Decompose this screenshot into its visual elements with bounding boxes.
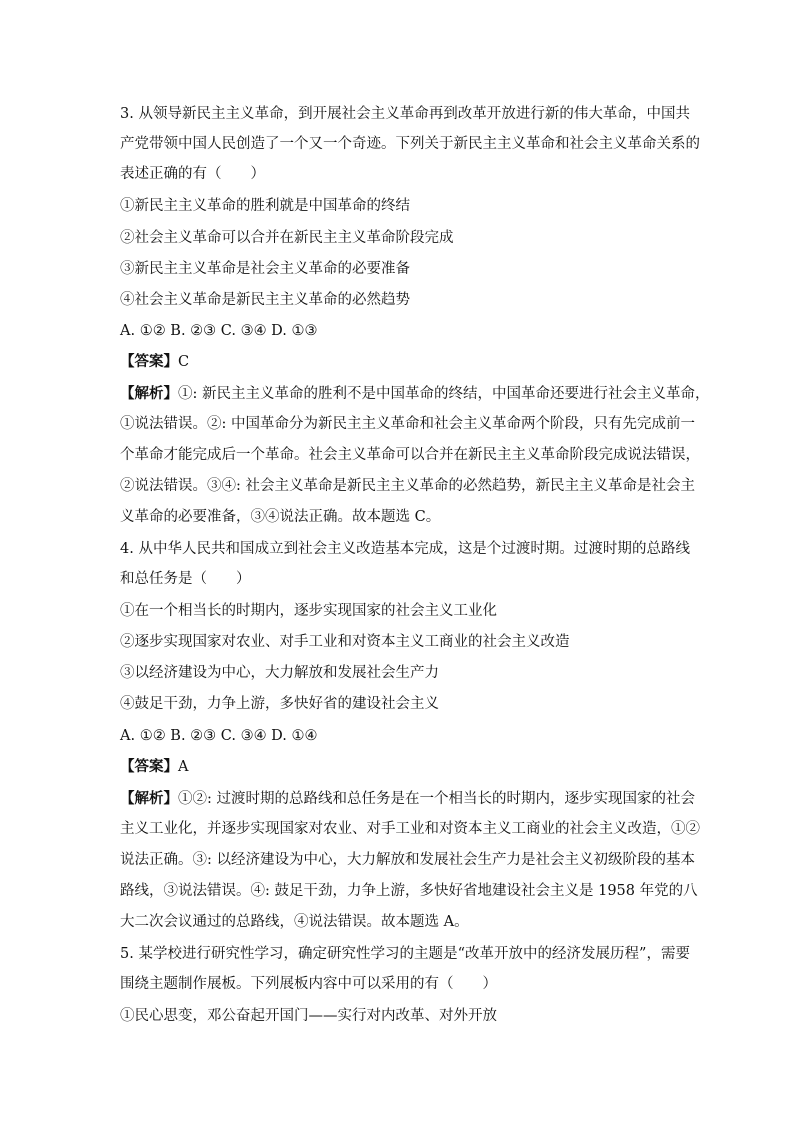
q5-stem-line-1: 5. 某学校进行研究性学习，确定研究性学习的主题是“改革开放中的经济发展历程”，需要 <box>120 946 690 962</box>
q4-analysis-line-2: 主义工业化，并逐步实现国家对农业、对手工业和对资本主义工商业的社会主义改造，①② <box>120 821 700 837</box>
q3-stem-line-2: 产党带领中国人民创造了一个又一个奇迹。下列关于新民主主义革命和社会主义革命关系的 <box>120 136 700 152</box>
q3-option-2: ②社会主义革命可以合并在新民主主义革命阶段完成 <box>120 230 454 246</box>
q4-stem-line-2: 和总任务是（ ） <box>120 571 251 587</box>
q3-analysis-label: 【解析】 <box>120 385 178 402</box>
q4-option-3: ③以经济建设为中心，大力解放和发展社会生产力 <box>120 665 439 681</box>
q3-analysis-line-3: 个革命才能完成后一个革命。社会主义革命可以合并在新民主主义革命阶段完成说法错误， <box>120 447 700 463</box>
q4-option-1: ①在一个相当长的时期内，逐步实现国家的社会主义工业化 <box>120 603 497 619</box>
q4-analysis-line-1 <box>120 789 695 809</box>
q3-answer-value: C <box>178 354 190 370</box>
q4-analysis-line-5: 大二次会议通过的总路线，④说法错误。故本题选 A。 <box>120 914 469 930</box>
q3-analysis-line-4: ②说法错误。③④: 社会主义革命是新民主主义革命的必然趋势，新民主主义革命是社会主 <box>120 478 695 494</box>
q3-option-3: ③新民主主义革命是社会主义革命的必要准备 <box>120 261 410 277</box>
q3-stem-line-1: 3. 从领导新民主主义革命，到开展社会主义革命再到改革开放进行新的伟大革命，中国共 <box>120 106 690 122</box>
q3-stem-line-3: 表述正确的有（ ） <box>120 166 265 182</box>
q5-stem-line-2: 围绕主题制作展板。下列展板内容中可以采用的有（ ） <box>120 976 497 992</box>
q4-answer-value: A <box>178 759 189 775</box>
q4-answer-label: 【答案】 <box>120 758 178 775</box>
q3-analysis-line-2: ①说法错误。②: 中国革命分为新民主主义革命和社会主义革命两个阶段，只有先完成前一 <box>120 416 695 432</box>
q4-analysis-text-1: ①②: 过渡时期的总路线和总任务是在一个相当长的时期内，逐步实现国家的社会 <box>178 791 695 807</box>
q4-analysis-line-3: 说法正确。③: 以经济建设为中心，大力解放和发展社会生产力是社会主义初级阶段的基本 <box>120 852 695 868</box>
q4-option-4: ④鼓足干劲，力争上游，多快好省的建设社会主义 <box>120 696 439 712</box>
q4-option-2: ②逐步实现国家对农业、对手工业和对资本主义工商业的社会主义改造 <box>120 634 570 650</box>
q3-analysis-line-1 <box>120 384 710 404</box>
q4-choices: A. ①② B. ②③ C. ③④ D. ①④ <box>120 728 318 744</box>
q3-option-4: ④社会主义革命是新民主主义革命的必然趋势 <box>120 292 410 308</box>
q3-option-1: ①新民主主义革命的胜利就是中国革命的终结 <box>120 198 410 214</box>
q3-choices: A. ①② B. ②③ C. ③④ D. ①③ <box>120 323 318 339</box>
q3-answer <box>120 352 690 372</box>
q4-analysis-line-4: 路线，③说法错误。④: 鼓足干劲，力争上游，多快好省地建设社会主义是 1958 年党的八 <box>120 883 698 899</box>
q4-answer <box>120 757 690 777</box>
q4-analysis-label: 【解析】 <box>120 790 178 807</box>
q5-option-1: ①民心思变，邓公奋起开国门——实行对内改革、对外开放 <box>120 1008 497 1024</box>
q4-stem-line-1: 4. 从中华人民共和国成立到社会主义改造基本完成，这是个过渡时期。过渡时期的总路线 <box>120 541 690 557</box>
q3-analysis-text-1: ①: 新民主主义革命的胜利不是中国革命的终结，中国革命还要进行社会主义革命， <box>178 386 710 402</box>
q3-answer-label: 【答案】 <box>120 353 178 370</box>
q3-analysis-line-5: 义革命的必要准备，③④说法正确。故本题选 C。 <box>120 509 441 525</box>
